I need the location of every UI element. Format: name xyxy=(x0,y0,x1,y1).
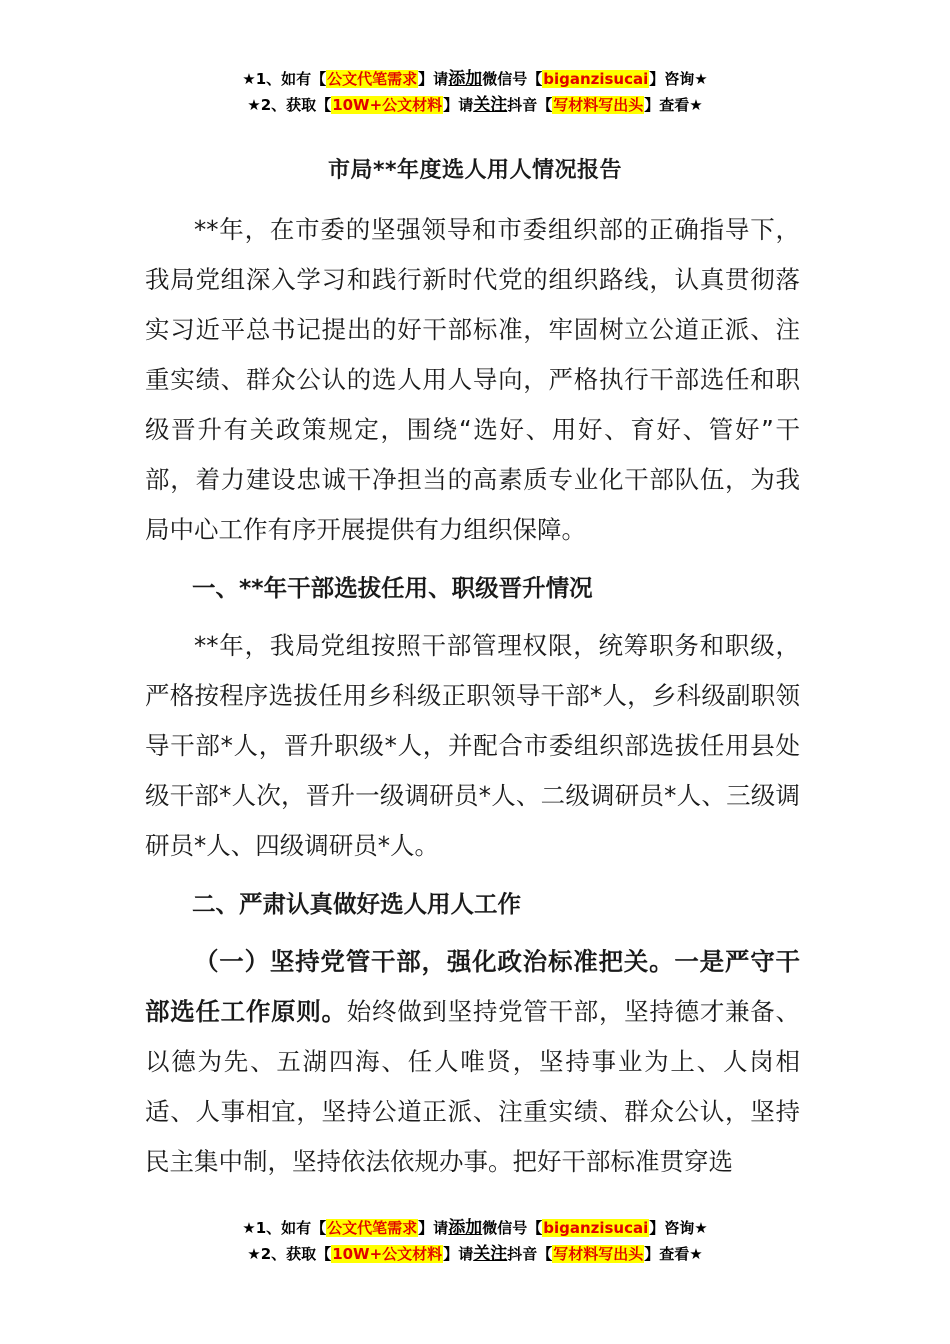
promo-text: 】查看★ xyxy=(644,1245,703,1263)
promo-text: ★1、如有【 xyxy=(242,70,327,88)
promo-text: 抖音【 xyxy=(507,96,553,114)
document-title: 市局**年度选人用人情况报告 xyxy=(327,158,622,183)
document-body xyxy=(145,205,800,1187)
promo-highlight: 10W+公文材料 xyxy=(332,1245,443,1263)
subsection-1-paragraph xyxy=(145,937,800,1187)
promo-text: 】咨询★ xyxy=(649,1219,708,1237)
promo-text: 】请 xyxy=(418,1219,449,1237)
promo-text: 】请 xyxy=(443,1245,474,1263)
promo-line-2 xyxy=(0,1241,950,1267)
promo-text: ★2、获取【 xyxy=(247,96,332,114)
promo-highlight: 公文代笔需求 xyxy=(327,1219,418,1237)
intro-paragraph: **年，在市委的坚强领导和市委组织部的正确指导下，我局党组深入学习和践行新时代党的组织路线，认真贯彻落实习近平总书记提出的好干部标准，牢固树立公道正派、注重实绩、群众公认的选人用人导向，严格执行干部选任和职级晋升有关政策规定，围绕“选好、用好、育好、管好”干部，着力建设忠诚干净担当的高素质专业化干部队伍，为我局中心工作有序开展提供有力组织保障。 xyxy=(145,215,800,544)
promo-text: ★2、获取【 xyxy=(247,1245,332,1263)
subsection-1-lead: （一）坚持党管干部，强化政治标准把关。一是严守干部选任工作原则。 xyxy=(145,947,800,1026)
promo-banner-bottom xyxy=(0,1215,950,1267)
promo-line-1 xyxy=(0,1215,950,1241)
promo-text: 微信号【 xyxy=(482,70,543,88)
promo-emphasis: 添加 xyxy=(448,69,483,89)
promo-text: ★1、如有【 xyxy=(242,1219,327,1237)
promo-line-1 xyxy=(0,66,950,92)
wechat-id: biganzisucai xyxy=(543,1219,649,1237)
section-1-heading: 一、**年干部选拔任用、职级晋升情况 xyxy=(192,574,593,602)
promo-highlight: 10W+公文材料 xyxy=(332,96,443,114)
wechat-id: biganzisucai xyxy=(543,70,649,88)
promo-highlight: 公文代笔需求 xyxy=(327,70,418,88)
promo-text: 抖音【 xyxy=(507,1245,553,1263)
douyin-account: 写材料写出头 xyxy=(553,96,644,114)
section-1-paragraph: **年，我局党组按照干部管理权限，统筹职务和职级，严格按程序选拔任用乡科级正职领导干部*人，乡科级副职领导干部*人，晋升职级*人，并配合市委组织部选拔任用县处级干部*人次，晋升一级调研员*人、二级调研员*人、三级调研员*人、四级调研员*人。 xyxy=(145,631,800,860)
promo-banner-top xyxy=(0,66,950,118)
promo-emphasis: 添加 xyxy=(448,1218,483,1238)
subsection-1-text: 始终做到坚持党管干部，坚持德才兼备、以德为先、五湖四海、任人唯贤，坚持事业为上、人岗相适、人事相宜，坚持公道正派、注重实绩、群众公认，坚持民主集中制，坚持依法依规办事。把好干部标准贯穿选 xyxy=(145,997,801,1176)
promo-text: 微信号【 xyxy=(482,1219,543,1237)
promo-emphasis: 关注 xyxy=(473,1244,508,1264)
promo-emphasis: 关注 xyxy=(473,95,508,115)
douyin-account: 写材料写出头 xyxy=(553,1245,644,1263)
section-2-heading: 二、严肃认真做好选人用人工作 xyxy=(192,890,521,918)
promo-line-2 xyxy=(0,92,950,118)
promo-text: 】请 xyxy=(418,70,449,88)
promo-text: 】咨询★ xyxy=(649,70,708,88)
promo-text: 】查看★ xyxy=(644,96,703,114)
promo-text: 】请 xyxy=(443,96,474,114)
